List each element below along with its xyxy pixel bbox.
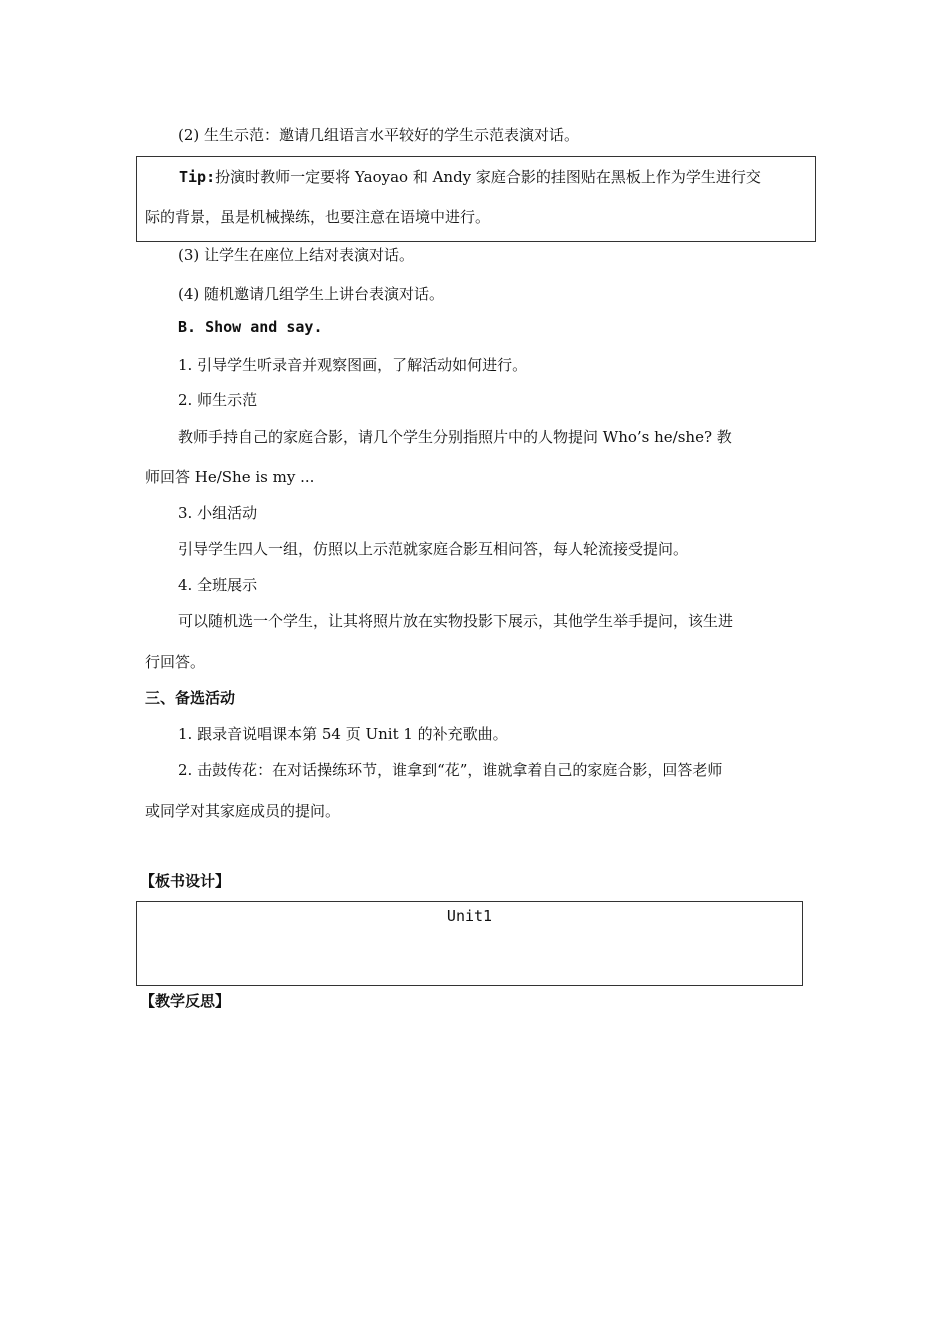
section-3-item-1: 1. 跟录音说唱课本第 54 页 Unit 1 的补充歌曲。 bbox=[178, 725, 508, 743]
section-b-item-3-text: 引导学生四人一组，仿照以上示范就家庭合影互相问答，每人轮流接受提问。 bbox=[178, 540, 689, 558]
section-3-item-2-text-2: 或同学对其家庭成员的提问。 bbox=[145, 802, 341, 820]
step-4-paragraph: (4) 随机邀请几组学生上讲台表演对话。 bbox=[178, 285, 445, 303]
teaching-reflection-heading: 【教学反思】 bbox=[140, 992, 231, 1010]
tip-line-1 bbox=[179, 166, 761, 187]
section-b-item-4-text-2: 行回答。 bbox=[145, 653, 206, 671]
tip-box bbox=[136, 156, 816, 242]
section-b-item-4-text-1: 可以随机选一个学生，让其将照片放在实物投影下展示，其他学生举手提问，该生进 bbox=[178, 612, 734, 630]
step-2-paragraph: (2) 生生示范：邀请几组语言水平较好的学生示范表演对话。 bbox=[178, 126, 580, 144]
tip-text-2: 际的背景，虽是机械操练，也要注意在语境中进行。 bbox=[145, 208, 491, 226]
section-b-item-2-text-1: 教师手持自己的家庭合影，请几个学生分别指照片中的人物提问 Who’s he/she? 教 bbox=[178, 428, 732, 446]
section-b-item-1: 1. 引导学生听录音并观察图画，了解活动如何进行。 bbox=[178, 356, 528, 374]
board-design-content: Unit1 bbox=[446, 907, 493, 925]
section-b-item-3: 3. 小组活动 bbox=[178, 504, 258, 522]
section-b-heading: B. Show and say. bbox=[178, 318, 323, 336]
tip-label: Tip: bbox=[179, 168, 216, 186]
tip-text-1: 扮演时教师一定要将 Yaoyao 和 Andy 家庭合影的挂图贴在黑板上作为学生进行交 bbox=[215, 168, 761, 186]
board-design-box bbox=[136, 901, 803, 986]
section-b-item-2-text-2: 师回答 He/She is my ... bbox=[145, 468, 315, 486]
section-b-item-2: 2. 师生示范 bbox=[178, 391, 258, 409]
section-b-item-4: 4. 全班展示 bbox=[178, 576, 258, 594]
section-3-heading: 三、备选活动 bbox=[145, 689, 236, 707]
section-3-item-2-text-1: 2. 击鼓传花：在对话操练环节，谁拿到“花”，谁就拿着自己的家庭合影，回答老师 bbox=[178, 761, 723, 779]
step-3-paragraph: (3) 让学生在座位上结对表演对话。 bbox=[178, 246, 415, 264]
board-design-heading: 【板书设计】 bbox=[140, 872, 231, 890]
